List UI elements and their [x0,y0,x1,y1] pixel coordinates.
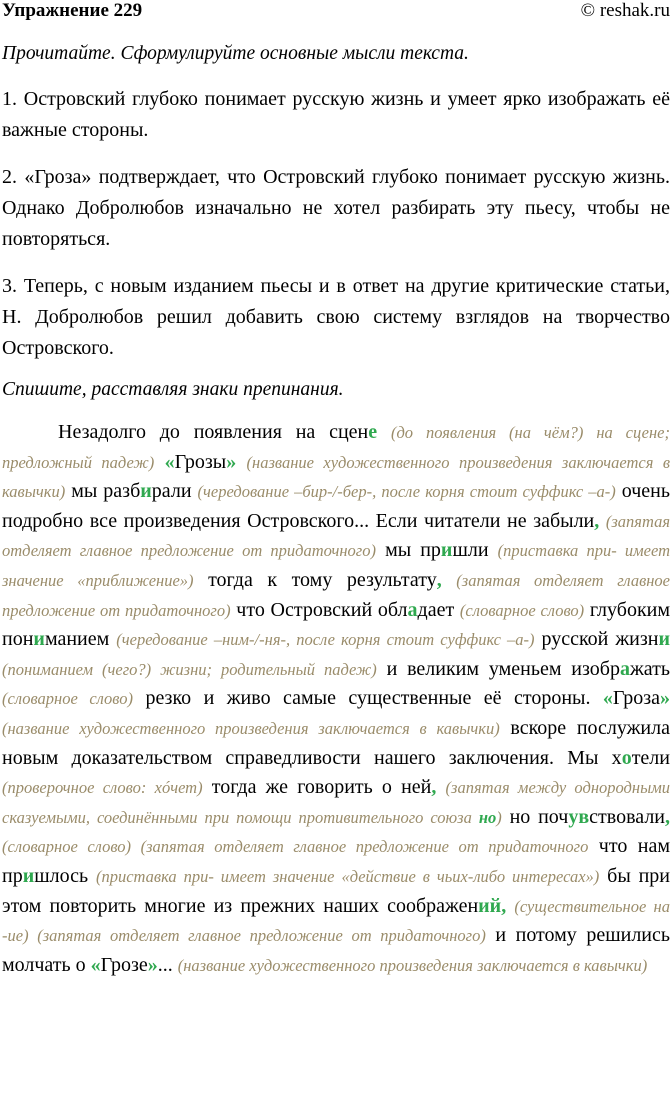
text-fragment: тогда же говорить о ней [211,776,432,799]
note: (приставка при- имеет значение «действие в чьих-либо интересах») [95,866,600,886]
task-instruction-2: Спишите, расставляя знаки препинания. [2,379,344,400]
text-fragment: рали [151,480,192,503]
answer-text [2,418,670,980]
highlight-quote: « [90,953,101,976]
highlight-conjunction: но [478,807,497,827]
text-fragment: но поч [509,805,569,828]
text-fragment: что нам пр [2,835,670,887]
site-copyright: © reshak.ru [580,0,670,21]
highlight-letter: и [140,480,152,503]
highlight-comma: , [594,509,600,532]
note: (название художественного произведения заключается в кавычки) [177,955,648,975]
highlight-letter: и [33,628,45,651]
text-fragment: Грозы [174,450,227,473]
highlight-comma: , [501,894,507,917]
text-fragment: бы при этом повторить многие из прежних наших соображен [2,864,670,917]
point-3: 3. Теперь, с новым изданием пьесы и в ответ на другие критические статьи, Н. Добролюбов решил добавить свою систему взглядов на творчество Островского. [2,275,670,359]
highlight-letter: и [440,539,453,562]
highlight-quote: » [147,953,158,976]
text-fragment: Гроза [612,687,660,710]
highlight-comma: , [436,568,442,591]
note: (запятая отделяет главное предложение от придаточного) [2,511,670,561]
text-fragment: мы пр [385,539,441,562]
text-fragment: ... [157,953,173,976]
highlight-quote: » [660,687,670,710]
text-fragment: резко и живо самые существенные её стороны. [145,687,591,710]
note-fragment: ) [496,807,502,827]
highlight-letter: а [619,657,630,680]
note: (словарное слово) [2,689,133,709]
highlight-letter: о [621,746,632,769]
text-fragment: тели [631,746,670,769]
text-fragment: русской жизн [541,628,659,651]
text-fragment: манием [44,628,110,651]
highlight-letter: ий [478,894,502,917]
note: (до появления (на чём?) на сцене; предложный падеж) [2,423,670,472]
text-fragment: дает [417,598,455,621]
note-fragment: (запятая между однородными сказуемыми, соединёнными при помощи противительного союза [2,778,671,827]
text-fragment: тогда к тому результату [208,568,437,591]
note: (название художественного произведения заключается в кавычки) [2,452,671,502]
highlight-quote: « [164,450,175,473]
text-fragment: жать [629,657,670,680]
text-fragment: ствовали [589,805,666,828]
highlight-comma: , [431,776,437,799]
note: (приставка при- имеет значение «приближение») [2,541,671,590]
exercise-title: Упражнение 229 [2,0,143,21]
text-fragment: вскоре послужила новым доказательством справедливости нашего заключения. Мы х [2,716,670,769]
point-1: 1. Островский глубоко понимает русскую жизнь и умеет ярко изображать её важные стороны. [2,88,670,141]
highlight-letter: и [22,864,35,887]
text-fragment: очень подробно все произведения Островского... Если читатели не забыли [2,480,670,532]
text-fragment: и великим уменьем изобр [386,657,620,680]
note: (словарное слово) [459,600,585,620]
highlight-letter: и [658,628,670,651]
text-fragment: Незадолго до появления на сцен [58,421,369,443]
highlight-letter: ув [568,805,590,828]
note: (словарное слово) (запятая отделяет главное предложение от придаточного [2,837,589,857]
highlight-quote: » [226,450,237,473]
highlight-comma: , [665,805,671,828]
task-instruction-1: Прочитайте. Сформулируйте основные мысли текста. [2,43,469,64]
note: (название художественного произведения заключается в кавычки) [2,718,500,738]
note: (проверочное слово: хóчет) [2,778,203,798]
note: (чередование –ним-/-ня-, после корня стоит суффикс –а-) [116,630,535,650]
highlight-letter: е [368,421,378,443]
text-fragment: мы разб [71,480,141,503]
highlight-quote: « [602,687,613,710]
note: (существительное на -ие) (запятая отделяет главное предложение от придаточного) [2,896,670,946]
note: (чередование –бир-/-бер-, после корня стоит суффикс –а-) [197,482,616,502]
text-fragment: что Островский обл [236,598,408,621]
text-fragment: Грозе [100,953,148,976]
text-fragment: шлось [34,864,89,887]
note: (пониманием (чего?) жизни; родительный падеж) [2,659,377,679]
header [2,0,670,26]
highlight-letter: а [407,598,418,621]
note: (запятая отделяет главное предложение от придаточного) [2,570,670,620]
text-fragment: глубоким пон [2,598,671,651]
text-fragment: и потому решились молчать о [2,924,670,976]
point-2: 2. «Гроза» подтверждает, что Островский глубоко понимает русскую жизнь. Однако Добролюбов изначально не хотел разбирать эту пьесу, чтобы не повторяться. [2,166,670,250]
text-fragment: шли [452,539,489,562]
